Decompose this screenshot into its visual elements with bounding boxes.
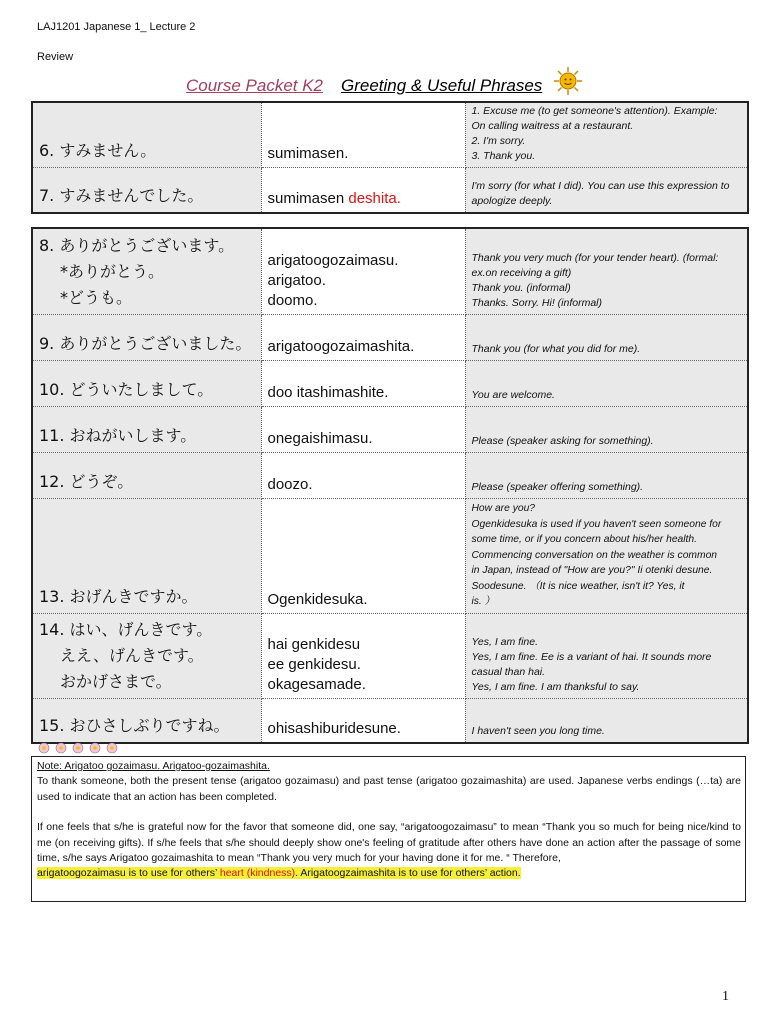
phrase-english: Thank you very much (for your tender heart). (formal: ex.on receiving a gift) Thank you. (informal) Thanks. Sorry. Hi! (informal) (465, 228, 748, 315)
table-row (32, 102, 748, 168)
phrase-english: Please (speaker asking for something). (465, 407, 748, 453)
phrase-romaji: arigatoogozaimashita. (261, 315, 465, 361)
phrase-japanese: 10. どういたしまして。 (32, 361, 261, 407)
phrase-english: I'm sorry (for what I did). You can use this expression to apologize deeply. (465, 168, 748, 213)
table-row (32, 168, 748, 213)
phrase-japanese: 6. すみません。 (32, 102, 261, 168)
phrase-romaji: hai genkidesu ee genkidesu. okagesamade. (261, 613, 465, 698)
topic-title: Greeting & Useful Phrases (341, 76, 543, 95)
phrase-english: 1. Excuse me (to get someone's attention). Example: On calling waitress at a restaurant. 2. I'm sorry. 3. Thank you. (465, 102, 748, 168)
phrase-english: Please (speaker offering something). (465, 453, 748, 499)
phrase-japanese: 15. おひさしぶりですね。 (32, 698, 261, 743)
note-heading: Note: Arigatoo gozaimasu. Arigatoo-gozaimashita. (37, 760, 270, 772)
phrase-romaji: sumimasen. (261, 102, 465, 168)
table-row (32, 228, 748, 315)
phrase-english: You are welcome. (465, 361, 748, 407)
table-row (32, 453, 748, 499)
phrase-japanese: 7. すみませんでした。 (32, 168, 261, 213)
phrase-romaji: sumimasen deshita. (261, 168, 465, 213)
phrase-table-2 (31, 227, 749, 744)
note-spacer (37, 805, 741, 820)
phrase-japanese: 12. どうぞ。 (32, 453, 261, 499)
flower-border-icon (37, 740, 119, 754)
phrase-japanese: 14. はい、げんきです。 ええ、げんきです。 おかげさまで。 (32, 613, 261, 698)
phrase-english: Yes, I am fine. Yes, I am fine. Ee is a variant of hai. It sounds more casual than hai. Yes, I am fine. I am thanksful to say. (465, 613, 748, 698)
phrase-english: How are you? Ogenkidesuka is used if you haven't seen someone for some time, or if you concern about his/her health. Commencing conversation on the weather is common in Japan, instead of "How are you?" Ii otenki desune. Soodesune. （It is nice weather, isn't it? Yes, it is. ） (465, 499, 748, 614)
note-paragraph-1: To thank someone, both the present tense (arigatoo gozaimasu) and past tense (arigatoo gozaimashita) are used. Japanese verbs endings (…ta) are used to indicate that an action has been completed. (37, 775, 741, 803)
phrase-japanese: 9. ありがとうございました。 (32, 315, 261, 361)
phrase-english: I haven't seen you long time. (465, 698, 748, 743)
table-row (32, 499, 748, 614)
phrase-romaji: doo itashimashite. (261, 361, 465, 407)
page-number: 1 (722, 989, 729, 1004)
phrase-japanese: 8. ありがとうございます。 *ありがとう。 *どうも。 (32, 228, 261, 315)
phrase-japanese: 13. おげんきですか。 (32, 499, 261, 614)
packet-title: Course Packet K2 (186, 76, 324, 95)
table-row (32, 315, 748, 361)
phrase-romaji: onegaishimasu. (261, 407, 465, 453)
phrase-table-1 (31, 101, 749, 214)
phrase-romaji: ohisashiburidesune. (261, 698, 465, 743)
course-header: LAJ1201 Japanese 1_ Lecture 2 (37, 21, 196, 33)
review-label: Review (37, 51, 74, 63)
phrase-romaji: doozo. (261, 453, 465, 499)
phrase-romaji: Ogenkidesuka. (261, 499, 465, 614)
table-row (32, 407, 748, 453)
table-row (32, 613, 748, 698)
page-title (186, 76, 542, 96)
phrase-japanese: 11. おねがいします。 (32, 407, 261, 453)
note-box (31, 756, 746, 902)
table-row (32, 361, 748, 407)
phrase-english: Thank you (for what you did for me). (465, 315, 748, 361)
note-paragraph-2: If one feels that s/he is grateful now for the favor that someone did, one say, “arigatoogozaimasu” to mean “Thank you so much for being nice/kind to me (on receiving gifts). If s/he feels that s/he should deeply show one's feeling of gratitude after others have done an action after the passage of some time, s/he says Arigatoo gozaimashita to mean “Thank you very much for your having done it for me. “ Therefore, arigatoogozaimasu is to use for others’ heart (kindness). Arigatoogzaimashita is to use for others’ action. (37, 821, 741, 880)
sun-icon (553, 66, 583, 96)
table-row (32, 698, 748, 743)
phrase-romaji: arigatoogozaimasu. arigatoo. doomo. (261, 228, 465, 315)
